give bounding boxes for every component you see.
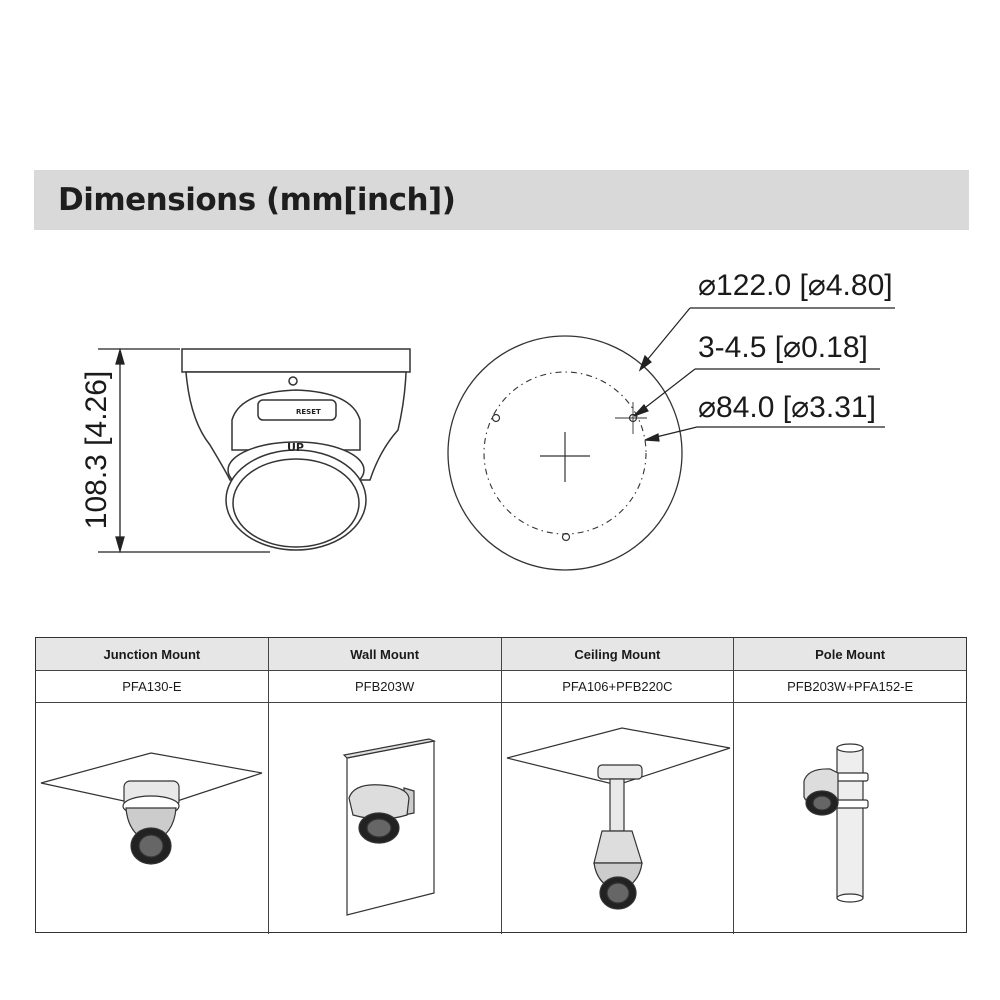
mount-table [35, 637, 967, 933]
mount-model-wall: PFB203W [269, 671, 502, 702]
mount-name-wall: Wall Mount [269, 638, 502, 670]
ceiling-mount-illustration [502, 703, 735, 934]
camera-reset-marking: RESET [296, 408, 321, 416]
wall-mount-illustration [269, 703, 502, 934]
mount-table-model-row [36, 671, 966, 703]
junction-mount-illustration [36, 703, 269, 934]
section-title: Dimensions (mm[inch]) [58, 182, 456, 218]
mount-model-pole: PFB203W+PFA152-E [787, 679, 914, 694]
mount-model-junction: PFA130-E [36, 671, 269, 702]
camera-top-view [448, 336, 682, 570]
height-label: 108.3 [4.26] [80, 370, 113, 530]
mount-name-pole: Pole Mount [815, 646, 886, 662]
mount-model-ceiling: PFA106+PFB220C [502, 671, 735, 702]
mount-name-junction: Junction Mount [36, 638, 269, 670]
bolt-circle-label: ⌀84.0 [⌀3.31] [698, 391, 876, 424]
mounting-hole-label: 3-4.5 [⌀0.18] [698, 331, 868, 364]
pole-mount-illustration [734, 703, 966, 934]
mount-name-ceiling: Ceiling Mount [502, 638, 735, 670]
mount-table-image-row [36, 703, 966, 934]
mount-table-header-row [36, 638, 966, 671]
camera-up-marking: UP [287, 441, 304, 454]
outer-diameter-label: ⌀122.0 [⌀4.80] [698, 269, 893, 302]
